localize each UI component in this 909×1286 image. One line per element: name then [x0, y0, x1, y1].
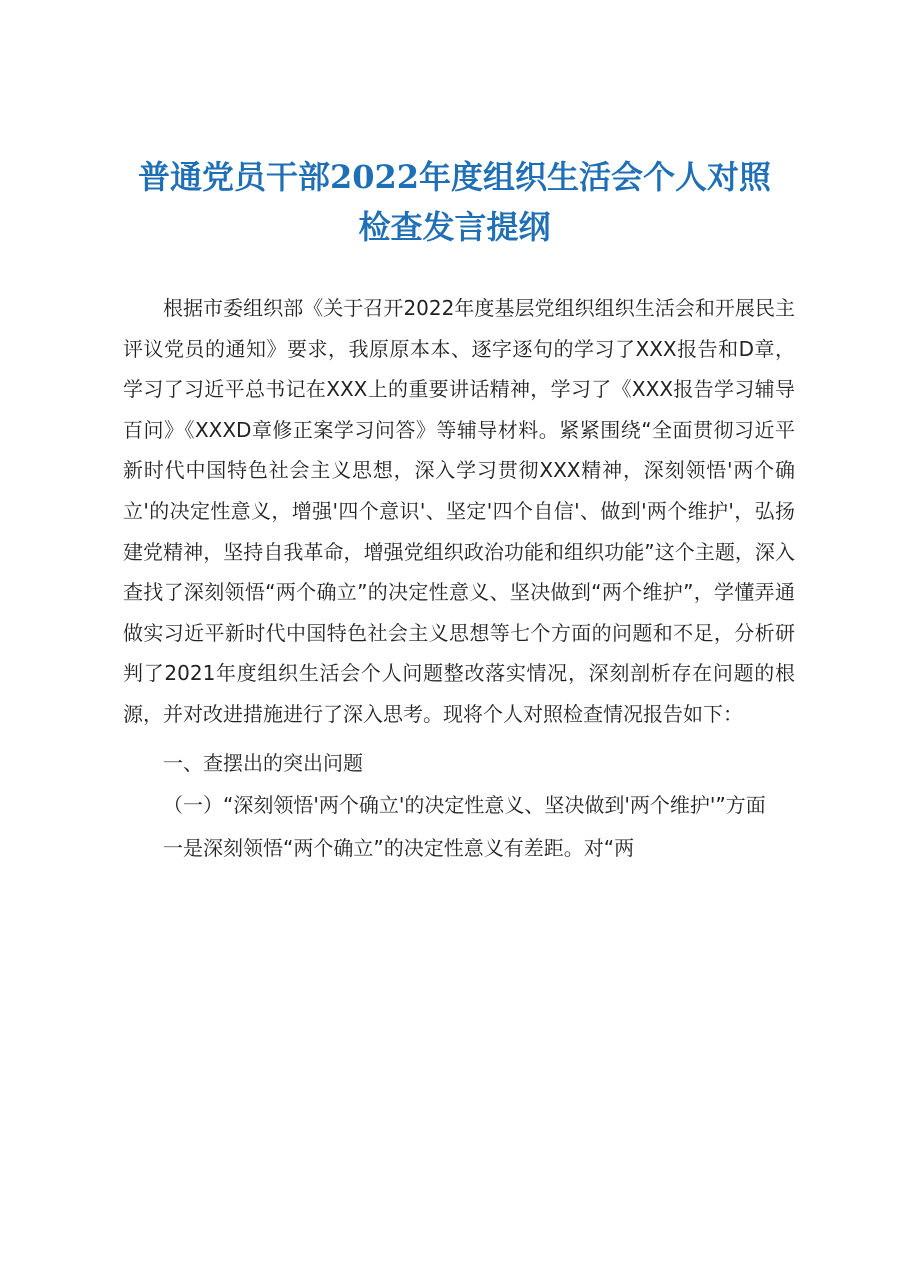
subsection-heading-two-establishments: （一）“深刻领悟'两个确立'的决定性意义、坚决做到'两个维护'”方面	[163, 793, 766, 818]
intro-paragraph: 根据市委组织部《关于召开2022年度基层党组织组织生活会和开展民主评议党员的通知》要求，我原原本本、逐字逐句的学习了XXX报告和D章，学习了习近平总书记在XXX上的重要讲话精神，学习了《XXX报告学习辅导百问》《XXXD章修正案学习问答》等辅导材料。紧紧围绕“全面贯彻习近平新时代中国特色社会主义思想，深入学习贯彻XXX精神，深刻领悟'两个确立'的决定性意义，增强'四个意识'、坚定'四个自信'、做到'两个维护'，弘扬建党精神，坚持自我革命，增强党组织政治功能和组织功能”这个主题，深入查找了深刻领悟“两个确立”的决定性意义、坚决做到“两个维护”，学懂弄通做实习近平新时代中国特色社会主义思想等七个方面的问题和不足，分析研判了2021年度组织生活会个人问题整改落实情况，深刻剖析存在问题的根源，并对改进措施进行了深入思考。现将个人对照检查情况报告如下：	[123, 296, 795, 726]
title-line-2: 检查发言提纲	[358, 208, 551, 246]
document-body	[123, 288, 795, 868]
point-one-paragraph: 一是深刻领悟“两个确立”的决定性意义有差距。对“两	[163, 835, 635, 860]
document-title	[112, 152, 797, 252]
section-heading-problems: 一、查摆出的突出问题	[163, 750, 363, 775]
title-line-1: 普通党员干部2022年度组织生活会个人对照	[137, 158, 772, 196]
